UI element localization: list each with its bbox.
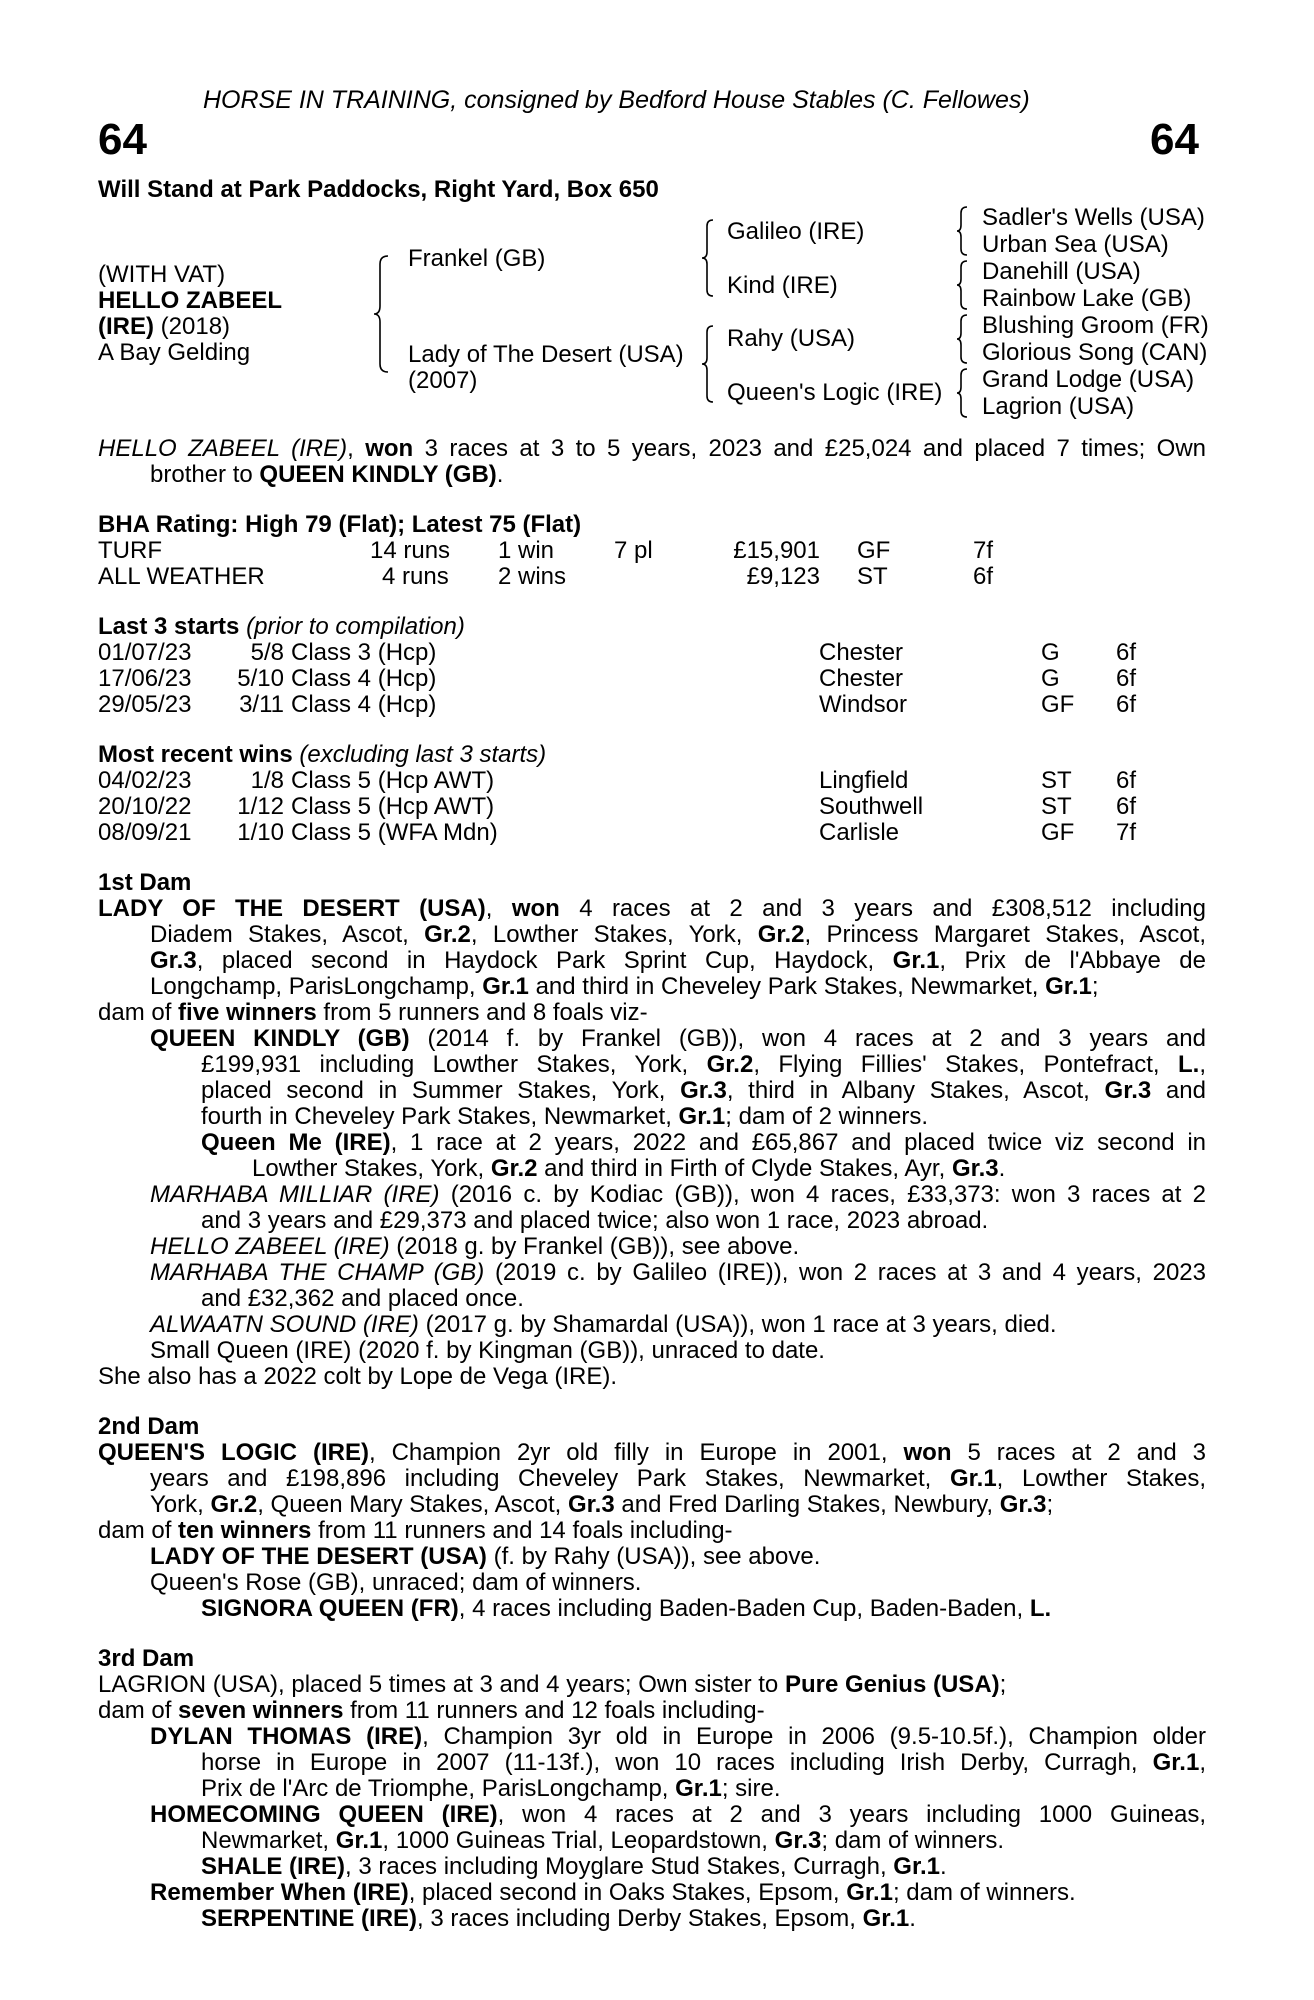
win-distance: 6f — [1116, 767, 1137, 794]
start-date: 17/06/23 — [98, 665, 192, 692]
pedigree-sss: Sadler's Wells (USA) — [982, 204, 1205, 231]
list-item: Queen Me (IRE), 1 race at 2 years, 2022 and £65,867 and placed twice viz second in — [201, 1129, 1207, 1156]
second-dam-line: QUEEN'S LOGIC (IRE), Champion 2yr old filly in Europe in 2001, won 5 races at 2 and 3 — [98, 1439, 1207, 1466]
list-item: HELLO ZABEEL (IRE) (2018 g. by Frankel (GB)), see above. — [150, 1233, 800, 1260]
list-item: MARHABA MILLIAR (IRE) (2016 c. by Kodiac (GB)), won 4 races, £33,373: won 3 races at 2 — [150, 1181, 1206, 1208]
start-going: GF — [1041, 691, 1075, 718]
pedigree-dam-dam: Queen's Logic (IRE) — [727, 379, 943, 406]
win-class: Class 5 (Hcp AWT) — [291, 767, 495, 794]
win-distance: 7f — [1116, 819, 1137, 846]
pedigree-ssd: Urban Sea (USA) — [982, 231, 1169, 258]
first-dam-line: dam of five winners from 5 runners and 8 foals viz- — [98, 999, 648, 1026]
pedigree-sds: Danehill (USA) — [982, 258, 1141, 285]
bha-rating-heading: BHA Rating: High 79 (Flat); Latest 75 (Flat) — [98, 511, 582, 538]
start-going: G — [1041, 665, 1060, 692]
list-item: SERPENTINE (IRE), 3 races including Derby Stakes, Epsom, Gr.1. — [201, 1905, 916, 1932]
list-item: Lowther Stakes, York, Gr.2 and third in Firth of Clyde Stakes, Ayr, Gr.3. — [252, 1155, 1006, 1182]
lot-number-left: 64 — [98, 115, 147, 164]
start-date: 29/05/23 — [98, 691, 192, 718]
list-item: and 3 years and £29,373 and placed twice; also won 1 race, 2023 abroad. — [201, 1207, 989, 1234]
list-item: SIGNORA QUEEN (FR), 4 races including Baden-Baden Cup, Baden-Baden, L. — [201, 1595, 1052, 1622]
win-class: Class 5 (Hcp AWT) — [291, 793, 495, 820]
second-dam-line: years and £198,896 including Cheveley Park Stakes, Newmarket, Gr.1, Lowther Stakes, — [150, 1465, 1206, 1492]
pedigree-sire: Frankel (GB) — [408, 245, 546, 272]
lot-number-right: 64 — [1150, 115, 1199, 164]
list-item: horse in Europe in 2007 (11-13f.), won 10 races including Irish Derby, Curragh, Gr.1, — [201, 1749, 1206, 1776]
pedigree-brace-sire — [700, 218, 716, 298]
horse-summary-line2: brother to QUEEN KINDLY (GB). — [150, 461, 504, 488]
list-item: DYLAN THOMAS (IRE), Champion 3yr old in Europe in 2006 (9.5-10.5f.), Champion older — [150, 1723, 1206, 1750]
rating-wins: 2 wins — [498, 563, 567, 590]
horse-description: A Bay Gelding — [98, 339, 251, 366]
pedigree-dam: Lady of The Desert (USA) — [408, 341, 684, 368]
win-course: Lingfield — [819, 767, 909, 794]
rating-surface: TURF — [98, 537, 162, 564]
start-class: Class 4 (Hcp) — [291, 691, 437, 718]
start-distance: 6f — [1116, 639, 1137, 666]
start-course: Chester — [819, 639, 904, 666]
horse-name: HELLO ZABEEL — [98, 287, 282, 314]
pedigree-dsd: Glorious Song (CAN) — [982, 339, 1208, 366]
pedigree-dds: Grand Lodge (USA) — [982, 366, 1195, 393]
list-item: HOMECOMING QUEEN (IRE), won 4 races at 2 and 3 years including 1000 Guineas, — [150, 1801, 1206, 1828]
pedigree-brace-g1 — [955, 205, 969, 257]
win-position: 1/10 — [237, 819, 284, 846]
rating-going: ST — [857, 563, 888, 590]
second-dam-heading: 2nd Dam — [98, 1413, 200, 1440]
list-item: Remember When (IRE), placed second in Oaks Stakes, Epsom, Gr.1; dam of winners. — [150, 1879, 1076, 1906]
pedigree-brace-g3 — [955, 313, 969, 365]
start-distance: 6f — [1116, 691, 1137, 718]
rating-runs: 14 runs — [370, 537, 451, 564]
win-course: Southwell — [819, 793, 924, 820]
list-item: QUEEN KINDLY (GB) (2014 f. by Frankel (GB)), won 4 races at 2 and 3 years and — [150, 1025, 1206, 1052]
win-position: 1/8 — [250, 767, 284, 794]
win-going: ST — [1041, 767, 1072, 794]
start-date: 01/07/23 — [98, 639, 192, 666]
list-item: and £32,362 and placed once. — [201, 1285, 524, 1312]
pedigree-dam-year: (2007) — [408, 367, 478, 394]
start-distance: 6f — [1116, 665, 1137, 692]
win-date: 04/02/23 — [98, 767, 192, 794]
rating-surface: ALL WEATHER — [98, 563, 265, 590]
first-dam-heading: 1st Dam — [98, 869, 192, 896]
list-item: SHALE (IRE), 3 races including Moyglare Stud Stakes, Curragh, Gr.1. — [201, 1853, 947, 1880]
start-going: G — [1041, 639, 1060, 666]
list-item: placed second in Summer Stakes, York, Gr.3, third in Albany Stakes, Ascot, Gr.3 and — [201, 1077, 1206, 1104]
rating-prize: £9,123 — [746, 563, 820, 590]
rating-going: GF — [857, 537, 891, 564]
win-date: 20/10/22 — [98, 793, 192, 820]
rating-placed: 7 pl — [614, 537, 653, 564]
second-dam-line: dam of ten winners from 11 runners and 14 foals including- — [98, 1517, 733, 1544]
list-item: She also has a 2022 colt by Lope de Vega (IRE). — [98, 1363, 618, 1390]
third-dam-heading: 3rd Dam — [98, 1645, 195, 1672]
start-position: 5/8 — [250, 639, 284, 666]
list-item: £199,931 including Lowther Stakes, York, Gr.2, Flying Fillies' Stakes, Pontefract, L., — [201, 1051, 1206, 1078]
win-going: GF — [1041, 819, 1075, 846]
win-class: Class 5 (WFA Mdn) — [291, 819, 498, 846]
first-dam-line: Longchamp, ParisLongchamp, Gr.1 and third in Cheveley Park Stakes, Newmarket, Gr.1; — [150, 973, 1099, 1000]
list-item: Queen's Rose (GB), unraced; dam of winners. — [150, 1569, 642, 1596]
list-item: ALWAATN SOUND (IRE) (2017 g. by Shamardal (USA)), won 1 race at 3 years, died. — [150, 1311, 1057, 1338]
horse-summary-line1: HELLO ZABEEL (IRE), won 3 races at 3 to 5 years, 2023 and £25,024 and placed 7 times; Own — [98, 435, 1206, 462]
start-position: 3/11 — [239, 691, 284, 718]
win-position: 1/12 — [237, 793, 284, 820]
third-dam-line: LAGRION (USA), placed 5 times at 3 and 4 years; Own sister to Pure Genius (USA); — [98, 1671, 1007, 1698]
horse-origin-year: (IRE) (2018) — [98, 313, 231, 340]
win-date: 08/09/21 — [98, 819, 192, 846]
first-dam-line: Gr.3, placed second in Haydock Park Sprint Cup, Haydock, Gr.1, Prix de l'Abbaye de — [150, 947, 1206, 974]
list-item: MARHABA THE CHAMP (GB) (2019 c. by Galileo (IRE)), won 2 races at 3 and 4 years, 2023 — [150, 1259, 1207, 1286]
pedigree-dam-sire: Rahy (USA) — [727, 325, 856, 352]
recent-wins-heading: Most recent wins (excluding last 3 starts) — [98, 741, 547, 768]
rating-distance: 7f — [973, 537, 994, 564]
win-course: Carlisle — [819, 819, 900, 846]
stabling-location: Will Stand at Park Paddocks, Right Yard, Box 650 — [98, 176, 659, 203]
last-starts-heading: Last 3 starts (prior to compilation) — [98, 613, 465, 640]
pedigree-dss: Blushing Groom (FR) — [982, 312, 1209, 339]
list-item: LADY OF THE DESERT (USA) (f. by Rahy (USA)), see above. — [150, 1543, 821, 1570]
start-class: Class 3 (Hcp) — [291, 639, 437, 666]
first-dam-line: Diadem Stakes, Ascot, Gr.2, Lowther Stakes, York, Gr.2, Princess Margaret Stakes, Ascot, — [150, 921, 1207, 948]
list-item: fourth in Cheveley Park Stakes, Newmarket, Gr.1; dam of 2 winners. — [201, 1103, 928, 1130]
start-course: Chester — [819, 665, 904, 692]
pedigree-ddd: Lagrion (USA) — [982, 393, 1135, 420]
win-distance: 6f — [1116, 793, 1137, 820]
list-item: Prix de l'Arc de Triomphe, ParisLongchamp, Gr.1; sire. — [201, 1775, 781, 1802]
start-class: Class 4 (Hcp) — [291, 665, 437, 692]
start-course: Windsor — [819, 691, 908, 718]
start-position: 5/10 — [237, 665, 284, 692]
second-dam-line: York, Gr.2, Queen Mary Stakes, Ascot, Gr.3 and Fred Darling Stakes, Newbury, Gr.3; — [150, 1491, 1054, 1518]
pedigree-brace-g2 — [955, 259, 969, 311]
page-header-title: HORSE IN TRAINING, consigned by Bedford House Stables (C. Fellowes) — [203, 86, 1030, 114]
list-item: Newmarket, Gr.1, 1000 Guineas Trial, Leopardstown, Gr.3; dam of winners. — [201, 1827, 1005, 1854]
pedigree-sire-dam: Kind (IRE) — [727, 272, 838, 299]
rating-wins: 1 win — [498, 537, 555, 564]
first-dam-line: LADY OF THE DESERT (USA), won 4 races at 2 and 3 years and £308,512 including — [98, 895, 1206, 922]
pedigree-sdd: Rainbow Lake (GB) — [982, 285, 1192, 312]
rating-distance: 6f — [973, 563, 994, 590]
rating-runs: 4 runs — [382, 563, 449, 590]
rating-prize: £15,901 — [733, 537, 820, 564]
pedigree-brace-g4 — [955, 367, 969, 419]
pedigree-sire-sire: Galileo (IRE) — [727, 218, 865, 245]
third-dam-line: dam of seven winners from 11 runners and 12 foals including- — [98, 1697, 765, 1724]
win-going: ST — [1041, 793, 1072, 820]
list-item: Small Queen (IRE) (2020 f. by Kingman (GB)), unraced to date. — [150, 1337, 825, 1364]
vat-status: (WITH VAT) — [98, 261, 226, 288]
pedigree-brace-main — [372, 254, 392, 374]
pedigree-brace-dam — [700, 324, 716, 404]
